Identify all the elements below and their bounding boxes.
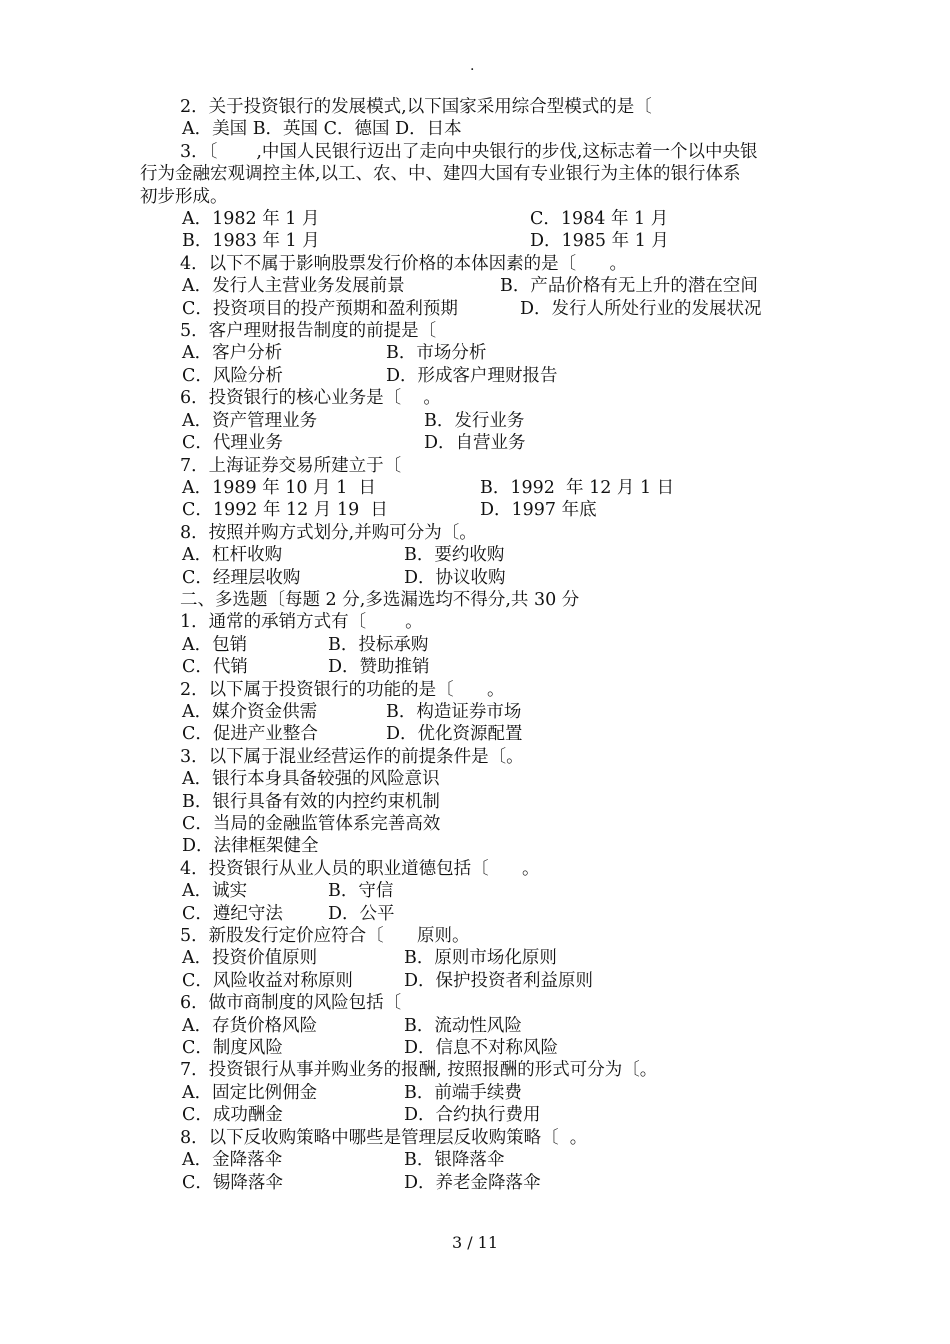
answer-option: B．构造证券市场 bbox=[386, 701, 522, 722]
answer-option: D．优化资源配置 bbox=[386, 724, 523, 745]
option-row bbox=[140, 544, 820, 566]
option-row bbox=[140, 1172, 820, 1194]
option-row bbox=[140, 342, 820, 364]
answer-option: A．存货价格风险 bbox=[182, 1015, 318, 1036]
answer-option: A．投资价值原则 bbox=[182, 948, 318, 969]
answer-option: D．1997 年底 bbox=[480, 500, 597, 521]
answer-option: D．法律框架健全 bbox=[182, 836, 319, 857]
option-row bbox=[140, 1082, 820, 1104]
answer-option: A．发行人主营业务发展前景 bbox=[182, 276, 405, 297]
question-stem: 4．投资银行从业人员的职业道德包括〔 。 bbox=[180, 858, 540, 879]
answer-option: B．银行具备有效的内控约束机制 bbox=[182, 791, 440, 812]
answer-option: A．1982 年 1 月 bbox=[182, 209, 320, 230]
question-stem: 2．关于投资银行的发展模式,以下国家采用综合型模式的是〔 bbox=[180, 97, 652, 117]
option-row bbox=[140, 701, 820, 723]
option-row bbox=[140, 634, 820, 656]
answer-option: D．公平 bbox=[328, 903, 395, 924]
answer-option: A．媒介资金供需 bbox=[182, 701, 318, 722]
answer-option: B．银降落伞 bbox=[404, 1150, 505, 1171]
option-row bbox=[140, 1015, 820, 1037]
question-stem: 3．以下属于混业经营运作的前提条件是〔。 bbox=[180, 746, 524, 767]
question-stem: 4．以下不属于影响股票发行价格的本体因素的是〔 。 bbox=[180, 253, 628, 274]
answer-option: B．要约收购 bbox=[404, 545, 505, 566]
answer-option: B．前端手续费 bbox=[404, 1082, 522, 1103]
answer-option: A．美国 B．英国 C．德国 D．日本 bbox=[182, 119, 462, 140]
question-continuation: 行为金融宏观调控主体,以工、农、中、建四大国有专业银行为主体的银行体系 bbox=[140, 164, 741, 185]
answer-option: C．代销 bbox=[182, 657, 248, 678]
answer-option: A．银行本身具备较强的风险意识 bbox=[182, 769, 440, 790]
option-row bbox=[140, 903, 820, 925]
option-row bbox=[140, 1149, 820, 1171]
answer-option: B．原则市场化原则 bbox=[404, 948, 557, 969]
answer-option: D．合约执行费用 bbox=[404, 1105, 541, 1126]
answer-option: D．保护投资者利益原则 bbox=[404, 970, 594, 991]
answer-option: C．成功酬金 bbox=[182, 1105, 283, 1126]
answer-option: B．流动性风险 bbox=[404, 1015, 522, 1036]
option-row bbox=[140, 477, 820, 499]
option-row bbox=[140, 410, 820, 432]
answer-option: C．1992 年 12 月 19 日 bbox=[182, 500, 388, 521]
header-mark: . bbox=[470, 58, 475, 74]
answer-option: A．杠杆收购 bbox=[182, 545, 283, 566]
answer-option: A．包销 bbox=[182, 634, 248, 655]
option-row bbox=[140, 723, 820, 745]
question-stem: 6．投资银行的核心业务是〔 。 bbox=[180, 388, 441, 409]
question-stem: 7．上海证券交易所建立于〔 bbox=[180, 455, 402, 476]
option-row bbox=[140, 880, 820, 902]
option-row bbox=[140, 432, 820, 454]
answer-option: A．诚实 bbox=[182, 881, 248, 902]
answer-option: C．投资项目的投产预期和盈利预期 bbox=[182, 298, 458, 319]
answer-option: C．风险收益对称原则 bbox=[182, 970, 353, 991]
answer-option: B．市场分析 bbox=[386, 343, 487, 364]
answer-option: D．自营业务 bbox=[424, 433, 526, 454]
option-row bbox=[140, 1037, 820, 1059]
answer-option: C．风险分析 bbox=[182, 365, 283, 386]
answer-option: A．固定比例佣金 bbox=[182, 1082, 318, 1103]
answer-option: C．当局的金融监管体系完善高效 bbox=[182, 814, 441, 834]
answer-option: A．1989 年 10 月 1 日 bbox=[182, 477, 376, 498]
option-row bbox=[140, 499, 820, 521]
answer-option: D．赞助推销 bbox=[328, 657, 430, 678]
question-continuation: 初步形成。 bbox=[140, 186, 228, 207]
option-row bbox=[140, 791, 820, 813]
answer-option: C．遵纪守法 bbox=[182, 903, 283, 924]
answer-option: C．制度风险 bbox=[182, 1038, 283, 1059]
option-row bbox=[140, 298, 820, 320]
answer-option: C．1984 年 1 月 bbox=[530, 209, 669, 230]
answer-option: C．代理业务 bbox=[182, 433, 283, 454]
question-stem: 6．做市商制度的风险包括〔 bbox=[180, 993, 402, 1014]
answer-option: D．养老金降落伞 bbox=[404, 1172, 541, 1193]
answer-option: C．经理层收购 bbox=[182, 567, 301, 588]
option-row bbox=[140, 947, 820, 969]
option-row bbox=[140, 656, 820, 678]
answer-option: B．守信 bbox=[328, 881, 394, 902]
option-row bbox=[140, 835, 820, 857]
option-row bbox=[140, 970, 820, 992]
question-stem: 8．按照并购方式划分,并购可分为〔。 bbox=[180, 522, 477, 543]
answer-option: A．客户分析 bbox=[182, 343, 283, 364]
question-stem: 5．客户理财报告制度的前提是〔 bbox=[180, 321, 437, 342]
section-heading: 二、多选题〔每题 2 分,多选漏选均不得分,共 30 分 bbox=[180, 589, 580, 610]
answer-option: C．促进产业整合 bbox=[182, 724, 318, 745]
option-row bbox=[140, 567, 820, 589]
answer-option: A．金降落伞 bbox=[182, 1150, 283, 1171]
option-row bbox=[140, 208, 820, 230]
option-row bbox=[140, 118, 820, 140]
option-row bbox=[140, 365, 820, 387]
question-stem: 2．以下属于投资银行的功能的是〔 。 bbox=[180, 679, 505, 700]
answer-option: D．协议收购 bbox=[404, 567, 506, 588]
question-stem: 8．以下反收购策略中哪些是管理层反收购策略〔 。 bbox=[180, 1127, 588, 1148]
answer-option: B．投标承购 bbox=[328, 634, 429, 655]
question-stem: 7．投资银行从事并购业务的报酬, 按照报酬的形式可分为〔。 bbox=[180, 1060, 658, 1081]
option-row bbox=[140, 768, 820, 790]
answer-option: B．1992 年 12 月 1 日 bbox=[480, 477, 675, 498]
answer-option: B．发行业务 bbox=[424, 410, 525, 431]
page-number: 3 / 11 bbox=[451, 1233, 499, 1252]
question-stem: 5．新股发行定价应符合〔 原则。 bbox=[180, 926, 470, 947]
option-row bbox=[140, 813, 820, 835]
answer-option: D．形成客户理财报告 bbox=[386, 365, 558, 386]
question-stem: 1．通常的承销方式有〔 。 bbox=[180, 612, 423, 633]
exam-content bbox=[140, 96, 820, 1194]
answer-option: B．产品价格有无上升的潜在空间 bbox=[500, 276, 758, 297]
answer-option: D．1985 年 1 月 bbox=[530, 231, 669, 252]
option-row bbox=[140, 275, 820, 297]
question-stem: 3．〔 ,中国人民银行迈出了走向中央银行的步伐,这标志着一个以中央银 bbox=[180, 141, 758, 162]
answer-option: B．1983 年 1 月 bbox=[182, 231, 320, 252]
option-row bbox=[140, 1104, 820, 1126]
answer-option: D．发行人所处行业的发展状况 bbox=[520, 298, 762, 319]
answer-option: D．信息不对称风险 bbox=[404, 1038, 559, 1059]
answer-option: C．锡降落伞 bbox=[182, 1172, 283, 1193]
option-row bbox=[140, 230, 820, 252]
answer-option: A．资产管理业务 bbox=[182, 410, 318, 431]
